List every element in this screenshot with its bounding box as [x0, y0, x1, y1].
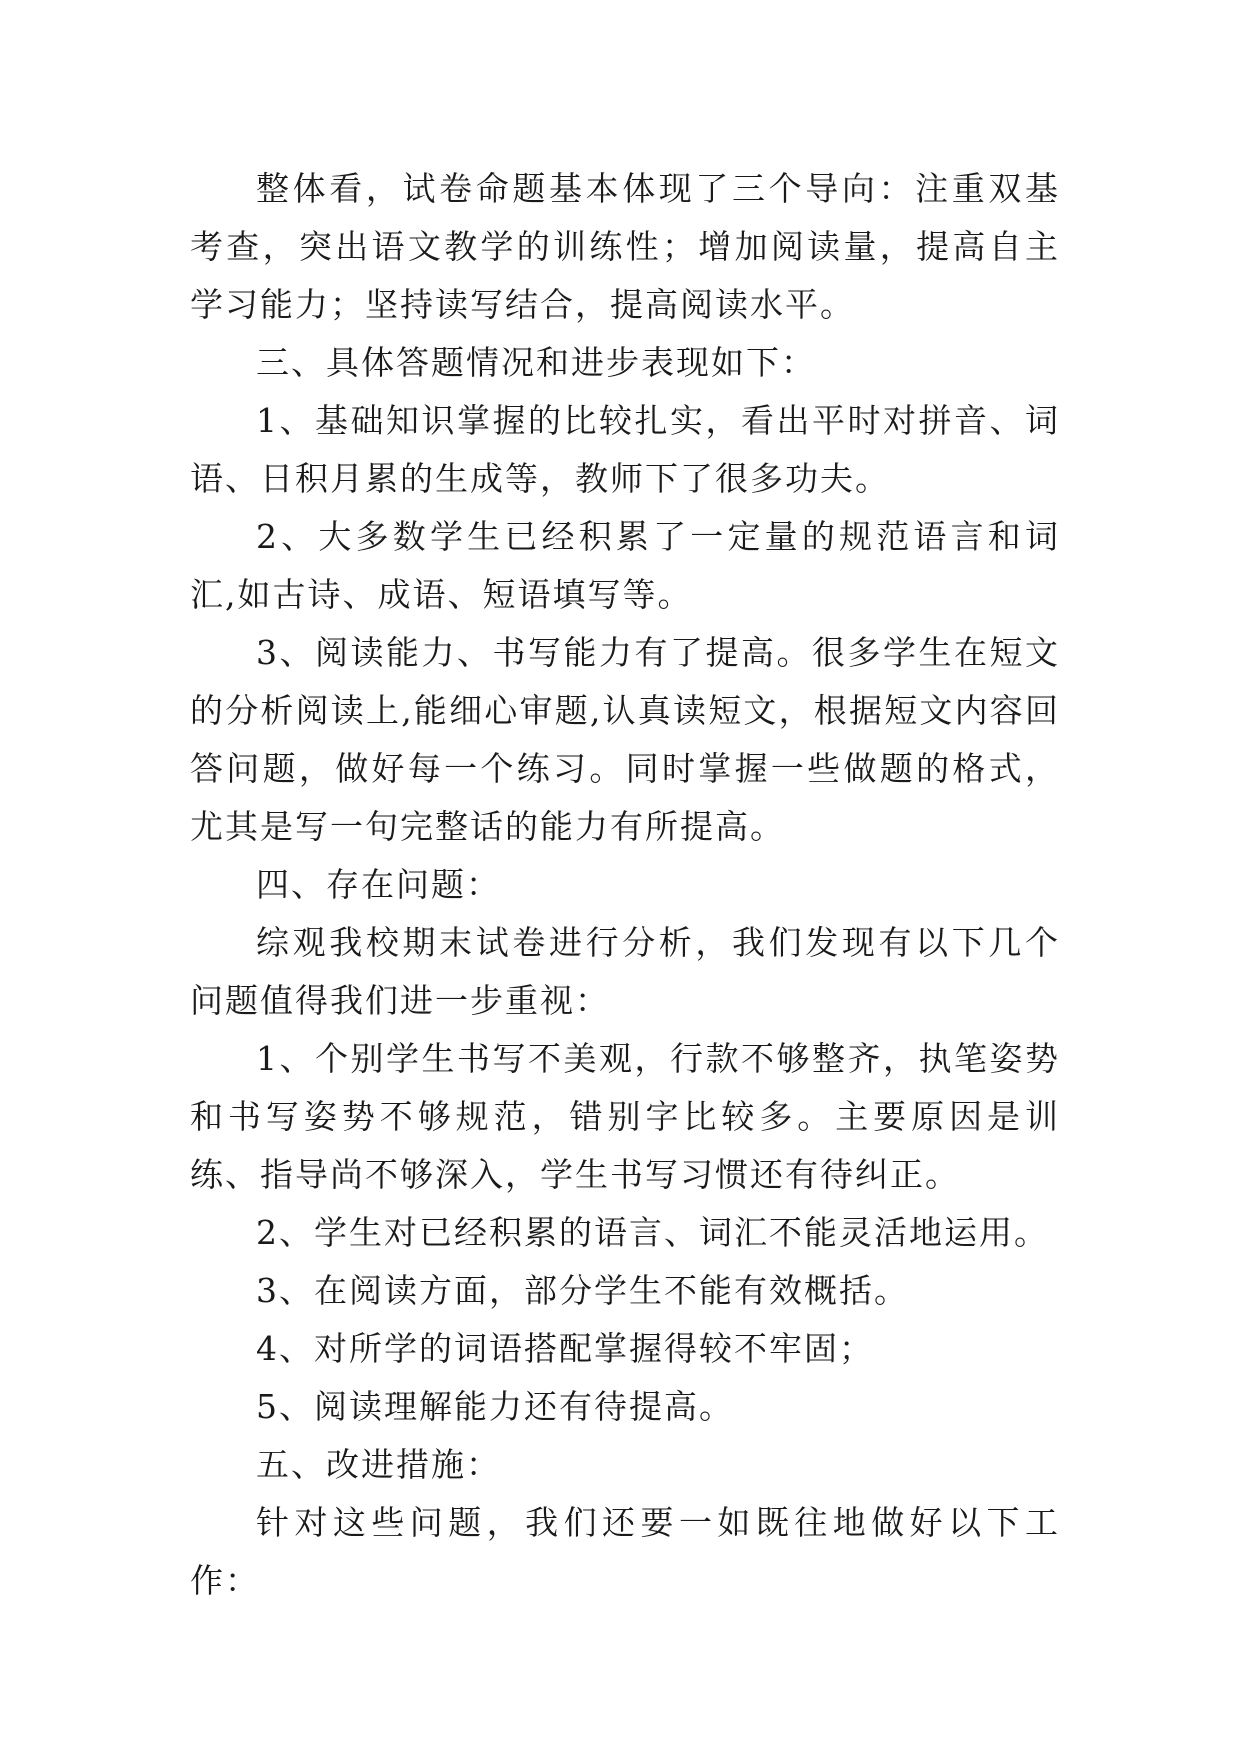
section-heading-problems: 四、存在问题： [256, 865, 501, 904]
paragraph-problem-3: 3、在阅读方面，部分学生不能有效概括。 [256, 1271, 909, 1310]
section-heading-answer-situation: 三、具体答题情况和进步表现如下： [256, 343, 816, 382]
document-body [190, 160, 1060, 1610]
paragraph-problem-1: 1、个别学生书写不美观，行款不够整齐，执笔姿势和书写姿势不够规范，错别字比较多。主要原因是训练、指导尚不够深入，学生书写习惯还有待纠正。 [190, 1039, 1060, 1194]
paragraph-progress-3: 3、阅读能力、书写能力有了提高。很多学生在短文的分析阅读上,能细心审题,认真读短文，根据短文内容回答问题，做好每一个练习。同时掌握一些做题的格式，尤其是写一句完整话的能力有所提高。 [190, 633, 1060, 846]
paragraph-problems-intro: 综观我校期末试卷进行分析，我们发现有以下几个问题值得我们进一步重视： [190, 923, 1060, 1020]
paragraph-progress-2: 2、大多数学生已经积累了一定量的规范语言和词汇,如古诗、成语、短语填写等。 [190, 517, 1060, 614]
paragraph-progress-1: 1、基础知识掌握的比较扎实，看出平时对拼音、词语、日积月累的生成等，教师下了很多功夫。 [190, 401, 1060, 498]
paragraph-problem-4: 4、对所学的词语搭配掌握得较不牢固； [256, 1329, 874, 1368]
paragraph-improvements-intro: 针对这些问题，我们还要一如既往地做好以下工作： [190, 1503, 1060, 1600]
section-heading-improvements: 五、改进措施： [256, 1445, 501, 1484]
paragraph-overview: 整体看，试卷命题基本体现了三个导向：注重双基考查，突出语文教学的训练性；增加阅读量，提高自主学习能力；坚持读写结合，提高阅读水平。 [190, 169, 1060, 324]
paragraph-problem-5: 5、阅读理解能力还有待提高。 [256, 1387, 734, 1426]
paragraph-problem-2: 2、学生对已经积累的语言、词汇不能灵活地运用。 [256, 1213, 1049, 1252]
